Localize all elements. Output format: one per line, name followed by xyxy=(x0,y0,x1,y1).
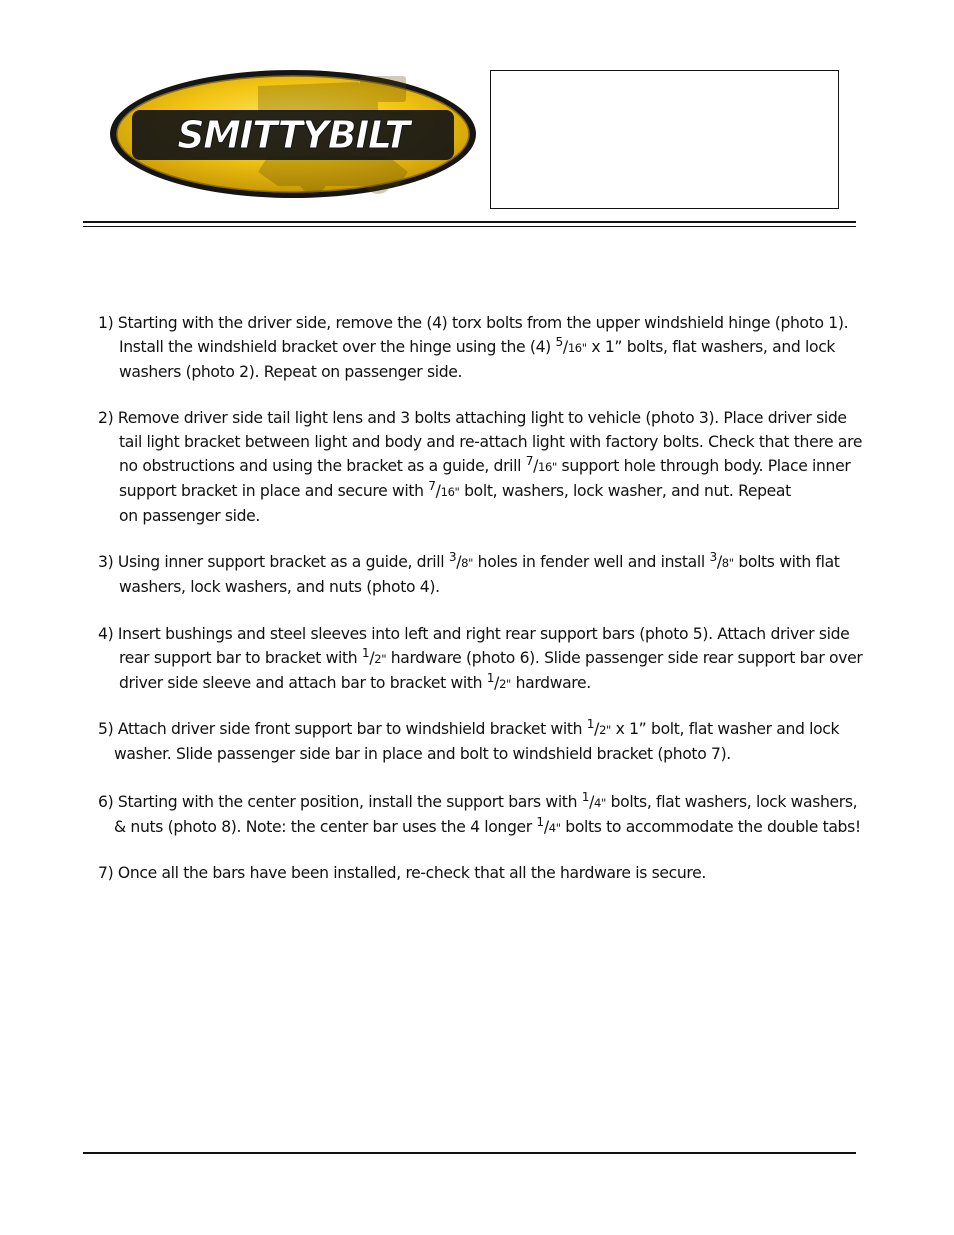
step-line: washers (photo 2). Repeat on passenger side. xyxy=(119,363,463,381)
step-line: 3) Using inner support bracket as a guide, drill $^3$/8" holes in fender well and install $^3$/8" bolts with flat xyxy=(98,550,840,571)
fraction: $^1$/2" xyxy=(586,717,612,738)
logo-wordmark: SMITTYBILT xyxy=(177,113,409,157)
fraction: $^1$/4" xyxy=(536,815,561,836)
step-line: 7) Once all the bars have been installed, re-check that all the hardware is secure. xyxy=(98,864,706,882)
fraction: $^7$/16" xyxy=(525,454,557,475)
footer-rule xyxy=(83,1152,856,1154)
instruction-step-1 xyxy=(98,311,913,384)
info-box xyxy=(490,70,839,209)
step-line: 4) Insert bushings and steel sleeves into left and right rear support bars (photo 5). Attach driver side xyxy=(98,625,850,643)
instruction-step-6 xyxy=(98,790,913,840)
header-rule-thin xyxy=(83,226,856,227)
fraction: $^5$/16" xyxy=(555,335,587,356)
step-line: no obstructions and using the bracket as a guide, drill $^7$/16" support hole through body. Place inner xyxy=(119,454,851,475)
step-line: support bracket in place and secure with $^7$/16" bolt, washers, lock washer, and nut. Repeat xyxy=(119,479,791,500)
instruction-step-4 xyxy=(98,622,913,696)
step-line: 6) Starting with the center position, install the support bars with $^1$/4" bolts, flat washers, lock washers, xyxy=(98,790,858,811)
step-line: 1) Starting with the driver side, remove the (4) torx bolts from the upper windshield hinge (photo 1). xyxy=(98,314,849,332)
step-line: rear support bar to bracket with $^1$/2" hardware (photo 6). Slide passenger side rear support bar over xyxy=(119,646,863,667)
fraction: $^3$/8" xyxy=(709,550,734,571)
instruction-step-2 xyxy=(98,406,913,528)
step-line: washers, lock washers, and nuts (photo 4). xyxy=(119,578,440,596)
instruction-step-3 xyxy=(98,550,913,599)
step-line: 5) Attach driver side front support bar to windshield bracket with $^1$/2" x 1” bolt, flat washer and lock xyxy=(98,717,840,738)
step-line: Install the windshield bracket over the hinge using the (4) $^5$/16" x 1” bolts, flat washers, and lock xyxy=(119,335,836,356)
step-line: on passenger side. xyxy=(119,507,261,525)
step-line: & nuts (photo 8). Note: the center bar uses the 4 longer $^1$/4" bolts to accommodate the double tabs! xyxy=(114,815,861,836)
fraction: $^1$/2" xyxy=(486,671,512,692)
fraction: $^1$/2" xyxy=(361,646,387,667)
fraction: $^3$/8" xyxy=(448,550,474,571)
step-line: 2) Remove driver side tail light lens and 3 bolts attaching light to vehicle (photo 3). Place driver side xyxy=(98,409,847,427)
smittybilt-logo xyxy=(108,68,478,200)
fraction: $^1$/4" xyxy=(581,790,606,811)
step-line: driver side sleeve and attach bar to bracket with $^1$/2" hardware. xyxy=(119,671,591,692)
step-line: tail light bracket between light and body and re-attach light with factory bolts. Check that there are xyxy=(119,433,863,451)
header-rule xyxy=(83,221,856,223)
instruction-step-7 xyxy=(98,861,913,885)
fraction: $^7$/16" xyxy=(428,479,460,500)
instruction-step-5 xyxy=(98,717,913,766)
step-line: washer. Slide passenger side bar in place and bolt to windshield bracket (photo 7). xyxy=(114,745,731,763)
